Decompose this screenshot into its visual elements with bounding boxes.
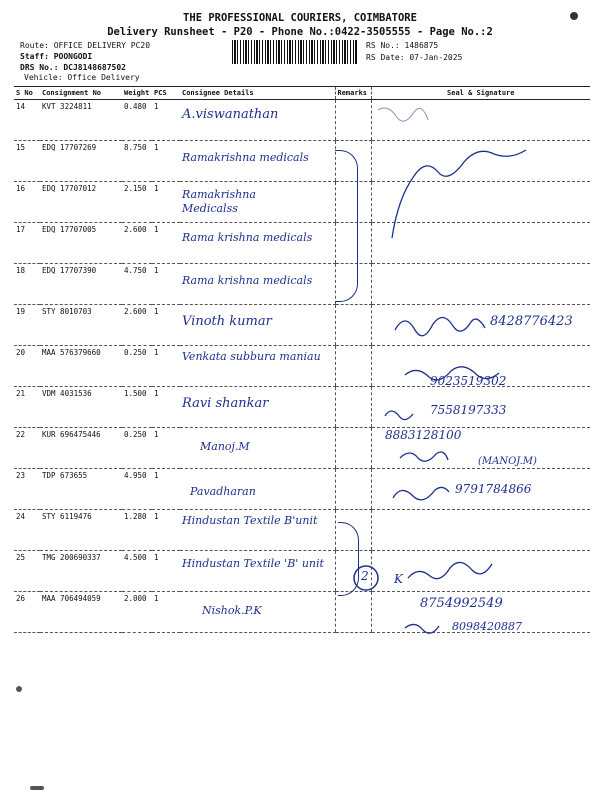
signature-phone: 9023519302 (430, 374, 507, 388)
pcs-cell: 1 (152, 428, 180, 469)
sno-cell: 20 (14, 346, 40, 387)
consignee-handwriting: Hindustan Textile B'unit (182, 514, 318, 527)
consignee-handwriting: Manoj.M (200, 440, 250, 453)
rs-date: RS Date: 07-Jan-2025 (366, 53, 463, 62)
weight-cell: 0.250 (122, 428, 152, 469)
pcs-cell: 1 (152, 387, 180, 428)
sno-cell: 24 (14, 510, 40, 551)
consignee-handwriting: Nishok.P.K (202, 604, 262, 617)
signature-phone: 7558197333 (430, 403, 507, 417)
sno-cell: 18 (14, 264, 40, 305)
weight-cell: 2.000 (122, 592, 152, 633)
consignee-handwriting: Venkata subbura maniau (182, 350, 321, 363)
signature-name: (MANOJ.M) (478, 456, 537, 467)
weight-cell: 0.250 (122, 346, 152, 387)
sno-cell: 22 (14, 428, 40, 469)
weight-cell: 0.480 (122, 100, 152, 141)
col-remarks-header: Remarks (335, 87, 371, 100)
consignee-handwriting: Pavadharan (190, 485, 256, 498)
sno-cell: 26 (14, 592, 40, 633)
pcs-cell: 1 (152, 100, 180, 141)
pcs-cell: 1 (152, 510, 180, 551)
sno-cell: 25 (14, 551, 40, 592)
consignment-cell: TDP 673655 (40, 469, 122, 510)
pcs-cell: 1 (152, 141, 180, 182)
signature-phone: 8754992549 (420, 596, 503, 611)
route-label: Route: OFFICE DELIVERY PC20 (20, 41, 151, 50)
weight-cell: 2.600 (122, 223, 152, 264)
pcs-cell: 1 (152, 264, 180, 305)
signature-phone: 8428776423 (490, 314, 573, 329)
consignment-cell: STY 8010703 (40, 305, 122, 346)
sno-cell: 21 (14, 387, 40, 428)
sno-cell: 19 (14, 305, 40, 346)
rs-number: RS No.: 1486875 (366, 41, 439, 50)
weight-cell: 1.500 (122, 387, 152, 428)
pcs-cell: 1 (152, 305, 180, 346)
signature-phone: 9791784866 (455, 482, 532, 496)
sno-cell: 14 (14, 100, 40, 141)
consignment-cell: EDQ 17707012 (40, 182, 122, 223)
consignee-handwriting: Ramakrishna medicals (182, 151, 309, 164)
company-title: THE PROFESSIONAL COURIERS, COIMBATORE (183, 12, 417, 24)
consignee-handwriting: A.viswanathan (182, 107, 279, 122)
consignment-cell: TMG 200690337 (40, 551, 122, 592)
consignee-handwriting: Rama krishna medicals (182, 274, 313, 287)
margin-mark (16, 686, 22, 692)
consignee-handwriting: Ravi shankar (182, 396, 269, 411)
weight-cell: 4.750 (122, 264, 152, 305)
pcs-cell: 1 (152, 551, 180, 592)
sno-cell: 17 (14, 223, 40, 264)
consignee-handwriting: Hindustan Textile 'B' unit (182, 557, 324, 570)
consignment-cell: MAA 706494059 (40, 592, 122, 633)
pcs-cell: 1 (152, 182, 180, 223)
staff-label: Staff: POONGODI (20, 52, 93, 61)
weight-cell: 4.500 (122, 551, 152, 592)
consignment-cell: VDM 4031536 (40, 387, 122, 428)
consignment-cell: KUR 696475446 (40, 428, 122, 469)
consignee-handwriting: Rama krishna medicals (182, 231, 313, 244)
sno-cell: 23 (14, 469, 40, 510)
consignment-cell: KVT 3224811 (40, 100, 122, 141)
col-sno-header: S No (14, 87, 40, 100)
consignment-cell: STY 6119476 (40, 510, 122, 551)
col-consignee-header: Consignee Details (180, 87, 335, 100)
consignment-cell: EDQ 17707269 (40, 141, 122, 182)
weight-cell: 8.750 (122, 141, 152, 182)
pcs-cell: 1 (152, 592, 180, 633)
col-pcs-header: PCS (152, 87, 180, 100)
col-consignment-header: Consignment No (40, 87, 122, 100)
signature-mark: 2 (361, 569, 369, 583)
consignee-handwriting: Ramakrishna Medicalss (182, 188, 256, 215)
drs-number: DRS No.: DCJ8148687502 (20, 63, 126, 72)
runsheet-subtitle: Delivery Runsheet - P20 - Phone No.:0422-3505555 - Page No.:2 (107, 26, 493, 38)
sno-cell: 16 (14, 182, 40, 223)
consignment-cell: EDQ 17707390 (40, 264, 122, 305)
consignee-handwriting: Vinoth kumar (182, 314, 272, 329)
margin-mark (30, 786, 44, 790)
signature-phone: 8883128100 (385, 428, 462, 442)
pcs-cell: 1 (152, 469, 180, 510)
col-signature-header: Seal & Signature (371, 87, 590, 100)
col-weight-header: Weight (122, 87, 152, 100)
signature-phone: 8098420887 (452, 620, 522, 633)
pcs-cell: 1 (152, 223, 180, 264)
pcs-cell: 1 (152, 346, 180, 387)
weight-cell: 4.950 (122, 469, 152, 510)
vehicle-label: Vehicle: Office Delivery (24, 73, 140, 82)
weight-cell: 2.150 (122, 182, 152, 223)
consignment-cell: MAA 576379660 (40, 346, 122, 387)
sno-cell: 15 (14, 141, 40, 182)
consignment-cell: EDQ 17707005 (40, 223, 122, 264)
weight-cell: 2.600 (122, 305, 152, 346)
signature-initial: K (394, 572, 403, 586)
weight-cell: 1.280 (122, 510, 152, 551)
